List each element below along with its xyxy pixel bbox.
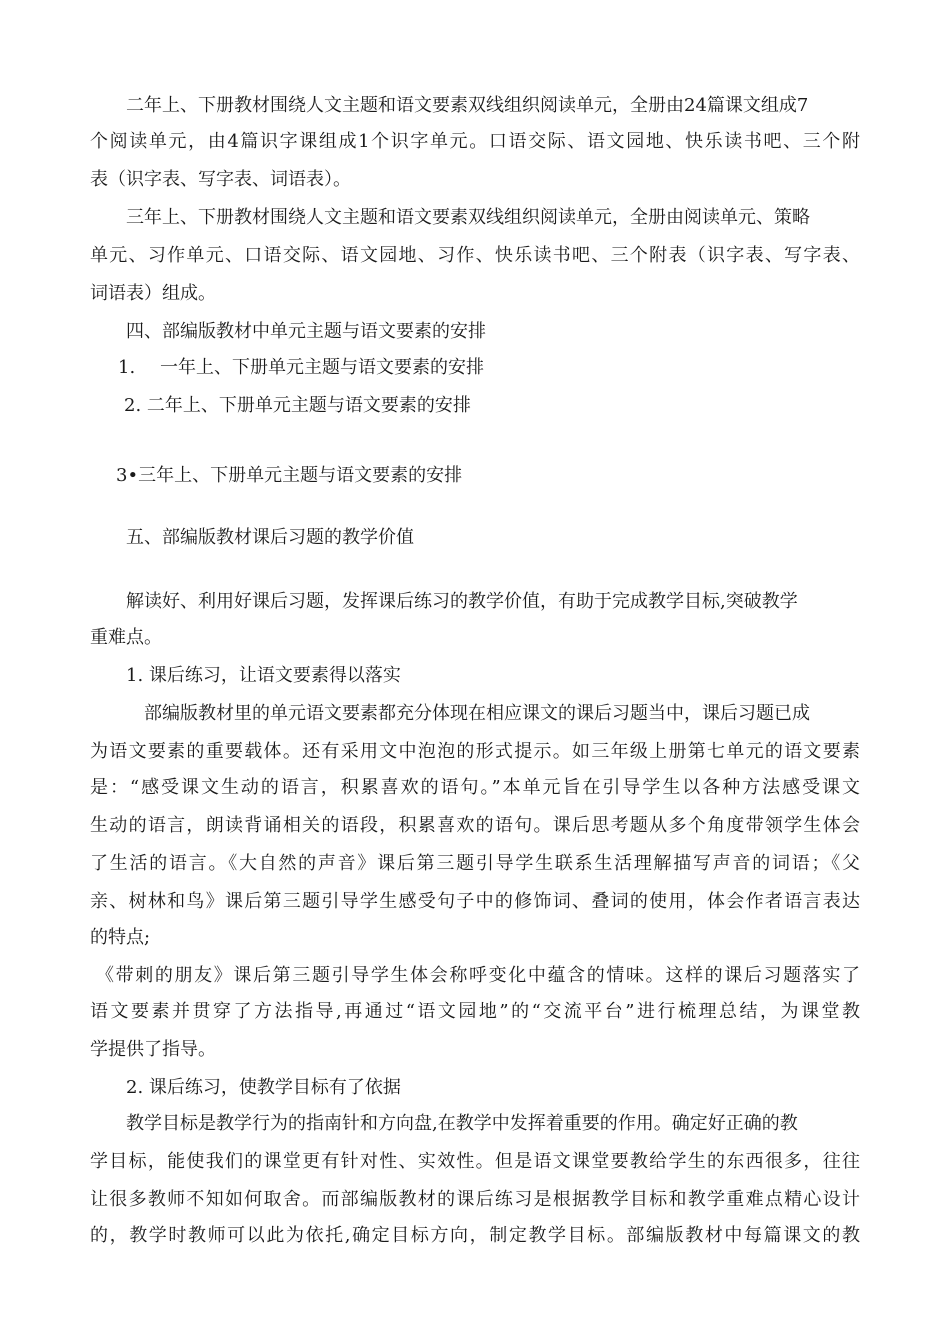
paragraph-practice1b-line3: 学提供了指导。 [90,1039,216,1060]
paragraph-grade2-line1: 二年上、下册教材围绕人文主题和语文要素双线组织阅读单元，全册由24篇课文组成7 [126,95,809,116]
paragraph-practice2-line3: 让很多教师不知如何取舍。而部编版教材的课后练习是根据教学目标和教学重难点精心设计 [90,1189,860,1210]
list-item-2: 2. 二年上、下册单元主题与语文要素的安排 [124,395,471,416]
list-item-1-text: 一年上、下册单元主题与语文要素的安排 [160,357,484,378]
paragraph-intro-line2: 重难点。 [90,627,162,648]
subheading-1: 1. 课后练习，让语文要素得以落实 [126,665,401,686]
paragraph-practice1-line1: 部编版教材里的单元语文要素都充分体现在相应课文的课后习题当中，课后习题已成 [144,703,810,724]
paragraph-grade2-line2: 个阅读单元，由4篇识字课组成1个识字单元。口语交际、语文园地、快乐读书吧、三个附 [90,131,860,152]
section-5-heading: 五、部编版教材课后习题的教学价值 [126,527,414,548]
paragraph-practice1-line7: 的特点; [90,927,151,948]
section-4-heading: 四、部编版教材中单元主题与语文要素的安排 [126,321,486,342]
paragraph-practice1b-line2: 语文要素并贯穿了方法指导,再通过“语文园地”的“交流平台”进行梳理总结，为课堂教 [90,1001,860,1022]
paragraph-practice1-line2: 为语文要素的重要载体。还有采用文中泡泡的形式提示。如三年级上册第七单元的语文要素 [90,741,860,762]
paragraph-practice2-line4: 的，教学时教师可以此为依托,确定目标方向，制定教学目标。部编版教材中每篇课文的教 [90,1225,860,1246]
paragraph-grade3-line1: 三年上、下册教材围绕人文主题和语文要素双线组织阅读单元，全册由阅读单元、策略 [126,207,810,228]
subheading-2: 2. 课后练习，使教学目标有了依据 [126,1077,401,1098]
list-item-3: 3•三年上、下册单元主题与语文要素的安排 [116,465,463,486]
paragraph-grade3-line2: 单元、习作单元、口语交际、语文园地、习作、快乐读书吧、三个附表（识字表、写字表、 [90,245,860,266]
list-item-1-number: 1. [118,357,136,378]
paragraph-practice1-line5: 了生活的语言。《大自然的声音》课后第三题引导学生联系生活理解描写声音的词语；《父 [90,853,860,874]
paragraph-practice1-line6: 亲、树林和鸟》课后第三题引导学生感受句子中的修饰词、叠词的使用，体会作者语言表达 [90,891,860,912]
paragraph-intro-line1: 解读好、利用好课后习题，发挥课后练习的教学价值，有助于完成教学目标,突破教学 [126,591,798,612]
paragraph-practice2-line2: 学目标，能使我们的课堂更有针对性、实效性。但是语文课堂要教给学生的东西很多，往往 [90,1151,860,1172]
paragraph-practice1-line3: 是：“感受课文生动的语言，积累喜欢的语句。”本单元旨在引导学生以各种方法感受课文 [90,777,860,798]
paragraph-practice2-line1: 教学目标是教学行为的指南针和方向盘,在教学中发挥着重要的作用。确定好正确的教 [126,1113,798,1134]
paragraph-practice1b-line1: 《带刺的朋友》课后第三题引导学生体会称呼变化中蕴含的情味。这样的课后习题落实了 [96,965,860,986]
paragraph-grade3-line3: 词语表）组成。 [90,283,216,304]
paragraph-grade2-line3: 表（识字表、写字表、词语表）。 [90,169,351,190]
paragraph-practice1-line4: 生动的语言，朗读背诵相关的语段，积累喜欢的语句。课后思考题从多个角度带领学生体会 [90,815,860,836]
